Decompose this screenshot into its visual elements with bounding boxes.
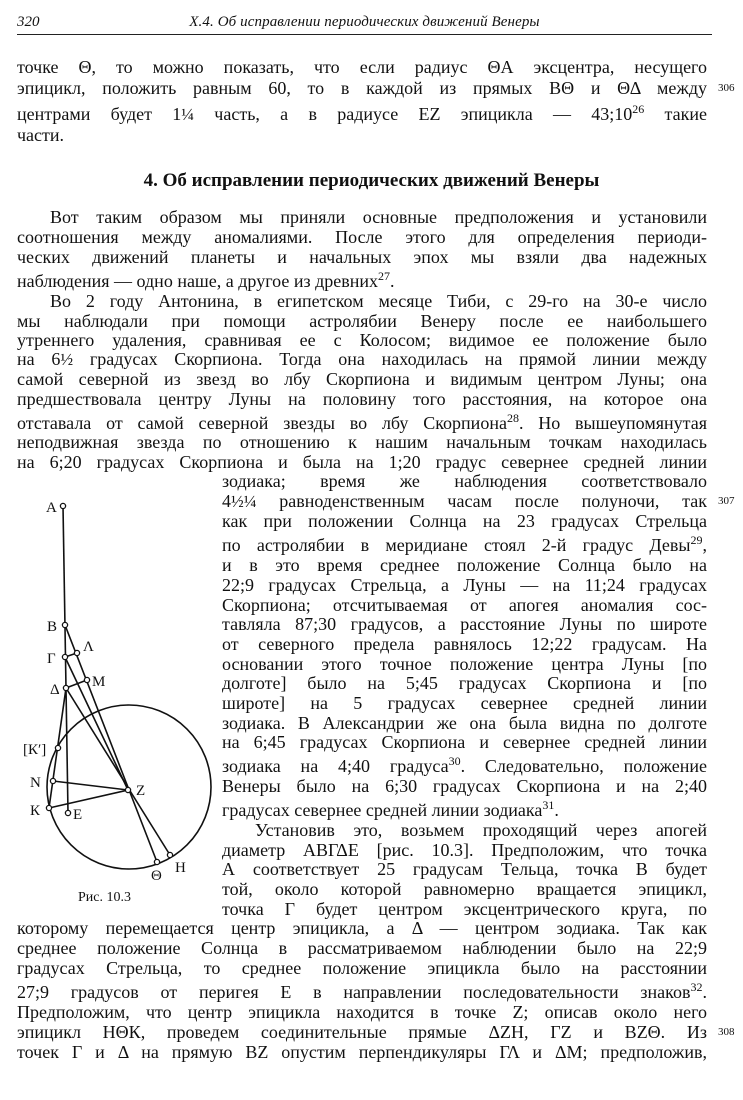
point-b bbox=[62, 622, 67, 627]
running-header bbox=[17, 8, 712, 35]
line-delta-h bbox=[66, 688, 170, 855]
text: отставала от самой северной звезды во лбу Скорпиона bbox=[17, 413, 507, 433]
figure-10-3 bbox=[0, 490, 220, 890]
text-line: Предположим, что центр эпицикла находится в точке Z; описав около него bbox=[17, 1002, 707, 1022]
text-line: той, около которой равномерно вращается эпицикл, bbox=[222, 879, 707, 899]
text-line: и в это время среднее положение Солнца было на bbox=[222, 555, 707, 575]
fraction: ½ bbox=[60, 350, 74, 369]
text-line: части. bbox=[17, 125, 65, 145]
label-k-prime: [К′] bbox=[23, 742, 47, 758]
text-line bbox=[222, 800, 707, 820]
line-k-z bbox=[49, 790, 128, 808]
margin-number: 308 bbox=[718, 1026, 735, 1038]
text: часть, а в радиусе EZ эпицикла — 43;10 bbox=[194, 104, 633, 124]
point-h bbox=[167, 852, 172, 857]
label-m: М bbox=[92, 674, 106, 690]
text-line bbox=[222, 756, 707, 776]
text-line bbox=[17, 413, 707, 433]
text-line: тавляла 87;30 градусов, а расстояние Луны по широте bbox=[222, 614, 707, 634]
point-delta bbox=[63, 685, 68, 690]
footnote-ref[interactable]: 28 bbox=[506, 411, 519, 425]
text-line: 22;9 градусах Стрельца, а Луны — на 11;24 градусах bbox=[222, 575, 707, 595]
footnote-ref[interactable]: 32 bbox=[690, 980, 703, 994]
text-line: соотношения между аномалиями. После этого для определения периоди- bbox=[17, 227, 707, 247]
text-line: основании этого точное положение центра Луны [по bbox=[222, 654, 707, 674]
text-line: которому перемещается центр эпицикла, а Δ — центром зодиака. Так как bbox=[17, 918, 707, 938]
label-gamma: Γ bbox=[47, 651, 56, 667]
point-m bbox=[84, 677, 89, 682]
point-z bbox=[125, 787, 130, 792]
text-line: неподвижная звезда по отношению к нашим начальным точкам находилась bbox=[17, 432, 707, 452]
text: наблюдения — одно наше, а другое из древних bbox=[17, 271, 378, 291]
footnote-ref[interactable]: 27 bbox=[378, 269, 390, 283]
point-gamma bbox=[62, 654, 67, 659]
text-line: Установив это, возьмем проходящий через апогей bbox=[255, 820, 707, 840]
text-line bbox=[222, 491, 707, 512]
text: зодиака на 4;40 градуса bbox=[222, 756, 449, 776]
text-line: диаметр ΑΒΓΔΕ [рис. 10.3]. Предположим, что точка bbox=[222, 840, 707, 860]
point-n bbox=[50, 778, 55, 783]
text-line: долготе] было на 5;45 градусах Скорпиона и [по bbox=[222, 673, 707, 693]
text-line bbox=[17, 349, 707, 370]
text: равноденственным часам после полуночи, так bbox=[256, 491, 707, 511]
fraction: ½ bbox=[231, 492, 244, 511]
page-number: 320 bbox=[17, 14, 40, 30]
text-line: ческих движений планеты и начальных эпох мы взяли два надежных bbox=[17, 247, 707, 267]
point-k bbox=[46, 805, 51, 810]
running-title: X.4. Об исправлении периодических движений Венеры bbox=[189, 14, 540, 30]
text-line: зодиака. В Александрии же она была видна по долготе bbox=[222, 713, 707, 733]
fraction: ¼ bbox=[243, 492, 257, 511]
text: . Но вышеупомянутая bbox=[518, 413, 707, 433]
text-line: как при положении Солнца на 23 градусах Стрельца bbox=[222, 511, 707, 531]
margin-number: 306 bbox=[718, 82, 735, 94]
footnote-ref[interactable]: 31 bbox=[542, 798, 555, 812]
point-lambda bbox=[74, 650, 79, 655]
text: центрами будет 1 bbox=[17, 104, 182, 124]
text: такие bbox=[644, 104, 707, 124]
label-b: В bbox=[47, 619, 58, 635]
text: , bbox=[702, 535, 707, 555]
line-n-z bbox=[53, 781, 128, 790]
label-k: К bbox=[30, 803, 41, 819]
text-line: Скорпиона; отсчитываемая от апогея аномалия сос- bbox=[222, 595, 707, 615]
text-line: градусах Стрельца, то среднее положение эпицикла было на расстоянии bbox=[17, 958, 707, 978]
label-theta: Θ bbox=[151, 868, 162, 884]
text: 27;9 градусов от перигея Е в направлении последовательности знаков bbox=[17, 982, 691, 1002]
text-line: на 6;45 градусах Скорпиона и севернее средней линии bbox=[222, 732, 707, 752]
text: градусах севернее средней линии зодиака bbox=[222, 800, 543, 820]
text-line bbox=[17, 104, 707, 125]
label-a: А bbox=[46, 500, 57, 516]
text: градусах Скорпиона. Тогда она находилась на прямой линии между bbox=[73, 349, 707, 369]
point-e bbox=[65, 810, 70, 815]
text: на 6 bbox=[17, 349, 61, 369]
text-line bbox=[222, 535, 707, 555]
label-h: Н bbox=[175, 860, 186, 876]
line-a-delta bbox=[63, 506, 66, 688]
text: . bbox=[390, 271, 395, 291]
point-a bbox=[60, 503, 65, 508]
text-line: точке Θ, то можно показать, что если радиус ΘА эксцентра, несущего bbox=[17, 57, 707, 77]
text: . bbox=[554, 800, 559, 820]
text-line: А соответствует 25 градусам Тельца, точка В будет bbox=[222, 859, 707, 879]
text-line: предшествовала центру Луны на половину того расстояния, на которое она bbox=[17, 389, 707, 409]
text: . bbox=[702, 982, 707, 1002]
text-line: эпицикл, положить равным 60, то в каждой из прямых ВΘ и ΘΔ между bbox=[17, 78, 707, 98]
point-theta bbox=[154, 859, 159, 864]
text-line: Венеры было на 6;30 градусах Скорпиона и на 2;40 bbox=[222, 776, 707, 796]
text-line: среднее положение Солнца в рассматриваемом наблюдении было на 22;9 bbox=[17, 938, 707, 958]
point-k-prime bbox=[55, 745, 60, 750]
text: . Следовательно, положение bbox=[460, 756, 707, 776]
text-line: точка Γ будет центром эксцентрического круга, по bbox=[222, 899, 707, 919]
text-line bbox=[17, 271, 707, 291]
text-line: точек Γ и Δ на прямую BZ опустим перпендикуляры ΓΛ и ΔΜ; предположив, bbox=[17, 1042, 707, 1062]
footnote-ref[interactable]: 29 bbox=[690, 533, 703, 547]
margin-number: 307 bbox=[718, 495, 735, 507]
text-line bbox=[17, 982, 707, 1002]
text-line: зодиака; время же наблюдения соответствовало bbox=[222, 471, 707, 491]
figure-caption: Рис. 10.3 bbox=[78, 890, 131, 905]
label-lambda: Λ bbox=[83, 639, 94, 655]
text-line: Во 2 году Антонина, в египетском месяце Тиби, с 29-го на 30-е число bbox=[50, 291, 707, 311]
label-z: Z bbox=[136, 783, 146, 799]
text-line: от северного предела равнялось 12;22 градусам. На bbox=[222, 634, 707, 654]
text-line: мы наблюдали при помощи астролябии Венеру после ее наибольшего bbox=[17, 311, 707, 331]
text-line: широте] на 5 градусах севернее средней линии bbox=[222, 693, 707, 713]
fraction: ¼ bbox=[181, 105, 195, 124]
text-line: Вот таким образом мы приняли основные предположения и установили bbox=[50, 207, 707, 227]
text-line: самой северной из звезд во лбу Скорпиона и видимым центром Луны; она bbox=[17, 369, 707, 389]
section-title: 4. Об исправлении периодических движений Венеры bbox=[143, 170, 600, 191]
text-line: на 6;20 градусах Скорпиона и была на 1;20 градус севернее средней линии bbox=[17, 452, 707, 472]
footnote-ref[interactable]: 30 bbox=[448, 754, 461, 768]
text-line: эпицикл НΘК, проведем соединительные прямые ΔΖΗ, ΓΖ и ΒΖΘ. Из bbox=[17, 1022, 707, 1042]
label-n: N bbox=[30, 775, 41, 791]
line-b-theta bbox=[65, 625, 157, 862]
line-delta-e bbox=[66, 688, 68, 813]
footnote-ref[interactable]: 26 bbox=[632, 102, 645, 116]
text: 4 bbox=[222, 491, 231, 511]
text-line: утреннего удаления, сравнивая ее с Колосом; видимое ее положение было bbox=[17, 330, 707, 350]
text: по астролябии в меридиане стоял 2-й градус Девы bbox=[222, 535, 691, 555]
label-e: Е bbox=[73, 807, 83, 823]
label-delta: Δ bbox=[50, 682, 60, 698]
